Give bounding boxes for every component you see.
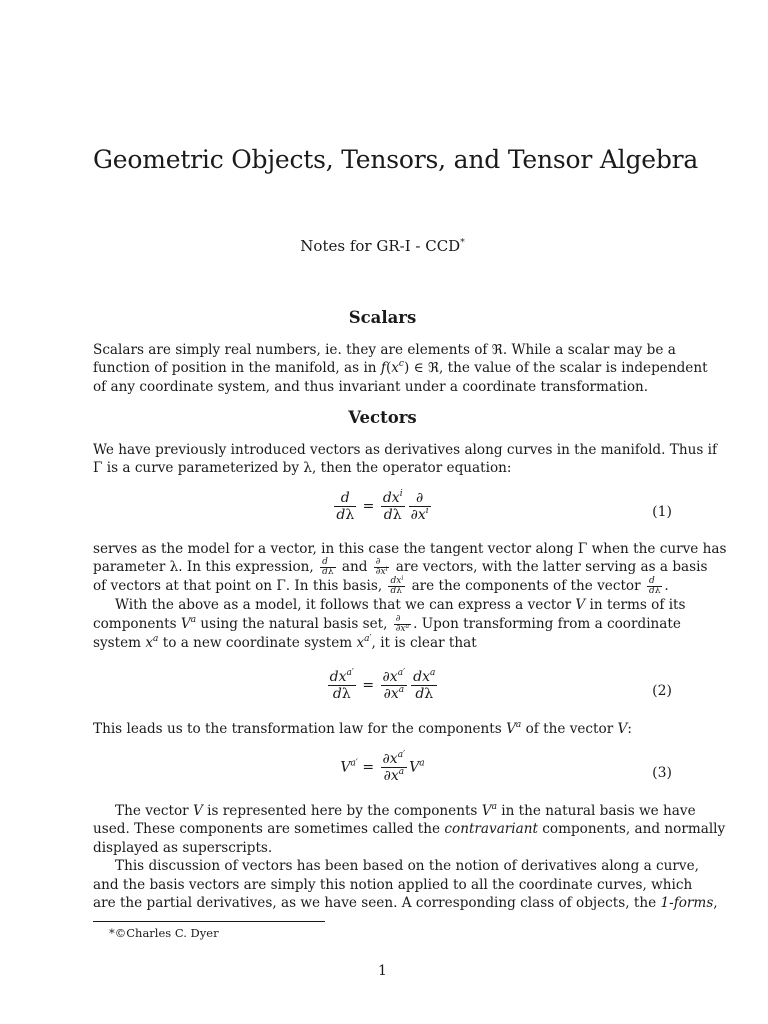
equation-2-number: (2) (652, 683, 672, 699)
scalars-paragraph (93, 341, 708, 396)
closing-line-4: This discussion of vectors has been based on the notion of derivatives along a curve, (115, 858, 699, 875)
after-eq1-line-3: of vectors at that point on Γ. In this basis, $\frac{dx^i}{d\lambda}$ are the components of the vector $\frac{d}{d\lambda}$ . (93, 575, 669, 597)
equation-1: $\frac{d}{d\lambda}$ = $\frac{dx^i}{d\lambda}$ $\frac{\partial}{\partial x^i}$ (1) (336, 489, 672, 523)
after-eq1-line-2: parameter λ. In this expression, $\frac{d}{d\lambda}$ and $\frac{\partial}{\partial x^i}$ are vectors, with the latter serving as a basis (93, 557, 708, 578)
paper-title: Geometric Objects, Tensors, and Tensor Algebra (93, 145, 699, 174)
closing-line-2: used. These components are sometimes called the contravariant components, and normally (93, 821, 726, 838)
paper-page (93, 0, 727, 1024)
scalars-line-1: Scalars are simply real numbers, ie. they are elements of ℜ. While a scalar may be a (93, 342, 676, 358)
after-eq1-line-6: system $x^a$ to a new coordinate system $x^{a'}$, it is clear that (93, 633, 477, 651)
footnote-mark: * (460, 238, 465, 248)
closing-line-5: and the basis vectors are simply this notion applied to all the coordinate curves, which (93, 876, 693, 893)
equation-2: $\frac{dx^{a'}}{d\lambda}$ = $\frac{\partial x^{a'}}{\partial x^a}$ $\frac{dx^a}{d\lambda}$ (2) (329, 668, 672, 702)
after-eq1-line-5: components $V^a$ using the natural basis set, $\frac{\partial}{\partial x^a}$ . Upon transforming from a coordinate (93, 613, 681, 634)
scalars-line-2: function of position in the manifold, as in $f(x^c)$ ∈ ℜ, the value of the scalar is independent (93, 359, 708, 377)
closing-line-3: displayed as superscripts. (93, 839, 273, 856)
paper-subtitle (93, 237, 672, 255)
after-eq1-line-1: serves as the model for a vector, in this case the tangent vector along Γ when the curve has (93, 541, 727, 557)
equation-3: $V^{a'}$ = $\frac{\partial x^{a'}}{\partial x^a}$ $V^a$ (3) (340, 750, 672, 784)
after-eq2-line: This leads us to the transformation law for the components $V^a$ of the vector V: (93, 720, 632, 737)
after-eq1-line-4: With the above as a model, it follows that we can express a vector V in terms of its (115, 597, 686, 614)
section-heading-scalars: Scalars (348, 308, 417, 327)
section-heading-vectors: Vectors (348, 408, 417, 427)
closing-line-1: The vector V is represented here by the components $V^a$ in the natural basis we have (115, 802, 696, 819)
vectors-intro-line-1: We have previously introduced vectors as derivatives along curves in the manifold. Thus if (93, 442, 718, 458)
equation-1-number: (1) (652, 504, 672, 520)
vectors-transformation-line (93, 720, 672, 738)
vectors-intro-paragraph (93, 441, 718, 478)
scalars-line-3: of any coordinate system, and thus invariant under a coordinate transformation. (93, 378, 649, 395)
vectors-intro-line-2: Γ is a curve parameterized by λ, then the operator equation: (93, 460, 512, 477)
vectors-closing-paragraph (93, 802, 726, 912)
subtitle-text: Notes for GR-I - CCD (300, 237, 461, 255)
page-number: 1 (378, 963, 387, 979)
closing-line-6: are the partial derivatives, as we have seen. A corresponding class of objects, the 1-forms, (93, 895, 718, 912)
vectors-after-eq1-paragraph (93, 540, 727, 652)
equation-3-number: (3) (652, 765, 672, 781)
footnote: *©Charles C. Dyer (109, 926, 219, 940)
footnote-rule (93, 921, 325, 922)
